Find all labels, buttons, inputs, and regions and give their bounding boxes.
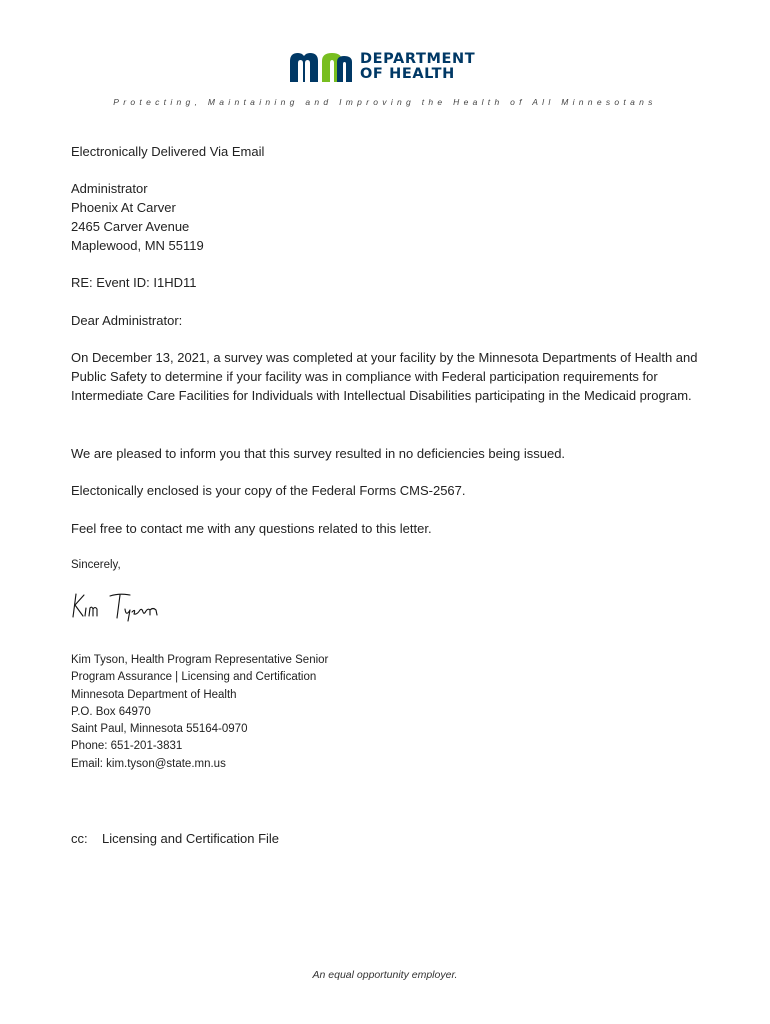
- body-paragraph: Electonically enclosed is your copy of the Federal Forms CMS-2567.: [71, 483, 466, 498]
- recipient-line: Administrator: [71, 181, 148, 196]
- body-paragraph: On December 13, 2021, a survey was completed at your facility by the Minnesota Departments of Health and Public Safety to determine if your facility was in compliance with Federal participation requirements for Intermediate Care Facilities for Individuals with Intellectual Disabilities participating in the Medicaid program.: [71, 350, 698, 403]
- cc-value: Licensing and Certification File: [102, 831, 280, 846]
- recipient-line: Phoenix At Carver: [71, 200, 176, 215]
- salutation: Dear Administrator:: [71, 313, 183, 328]
- logo-wordmark: [360, 52, 475, 82]
- recipient-line: 2465 Carver Avenue: [71, 219, 190, 234]
- cc-line: [71, 831, 279, 846]
- mn-logo-icon: [289, 52, 353, 82]
- logo-line-1: DEPARTMENT: [360, 51, 476, 67]
- signer-line: Kim Tyson, Health Program Representative Senior: [71, 654, 329, 666]
- mdh-logo: [289, 52, 475, 82]
- closing: Sincerely,: [71, 559, 121, 571]
- signer-line: Saint Paul, Minnesota 55164-0970: [71, 723, 248, 736]
- signer-line: P.O. Box 64970: [71, 705, 151, 718]
- cc-label: cc:: [71, 831, 88, 846]
- signer-email[interactable]: Email: kim.tyson@state.mn.us: [71, 757, 226, 770]
- body-paragraph: We are pleased to inform you that this survey resulted in no deficiencies being issued.: [71, 446, 566, 461]
- footer-text: An equal opportunity employer.: [312, 969, 458, 981]
- signer-line: Phone: 651-201-3831: [71, 740, 183, 753]
- handwritten-signature: [70, 590, 170, 627]
- signer-block: [71, 652, 711, 773]
- signer-line: Program Assurance | Licensing and Certification: [71, 671, 317, 684]
- recipient-address: [71, 179, 711, 255]
- recipient-line: Maplewood, MN 55119: [71, 238, 204, 253]
- delivery-note: Electronically Delivered Via Email: [71, 144, 265, 159]
- signer-line: Minnesota Department of Health: [71, 688, 237, 701]
- re-line: RE: Event ID: I1HD11: [71, 275, 197, 290]
- logo-line-2: OF HEALTH: [360, 66, 455, 82]
- body-paragraph: Feel free to contact me with any questions related to this letter.: [71, 521, 432, 536]
- tagline: Protecting, Maintaining and Improving the Health of All Minnesotans: [113, 97, 657, 107]
